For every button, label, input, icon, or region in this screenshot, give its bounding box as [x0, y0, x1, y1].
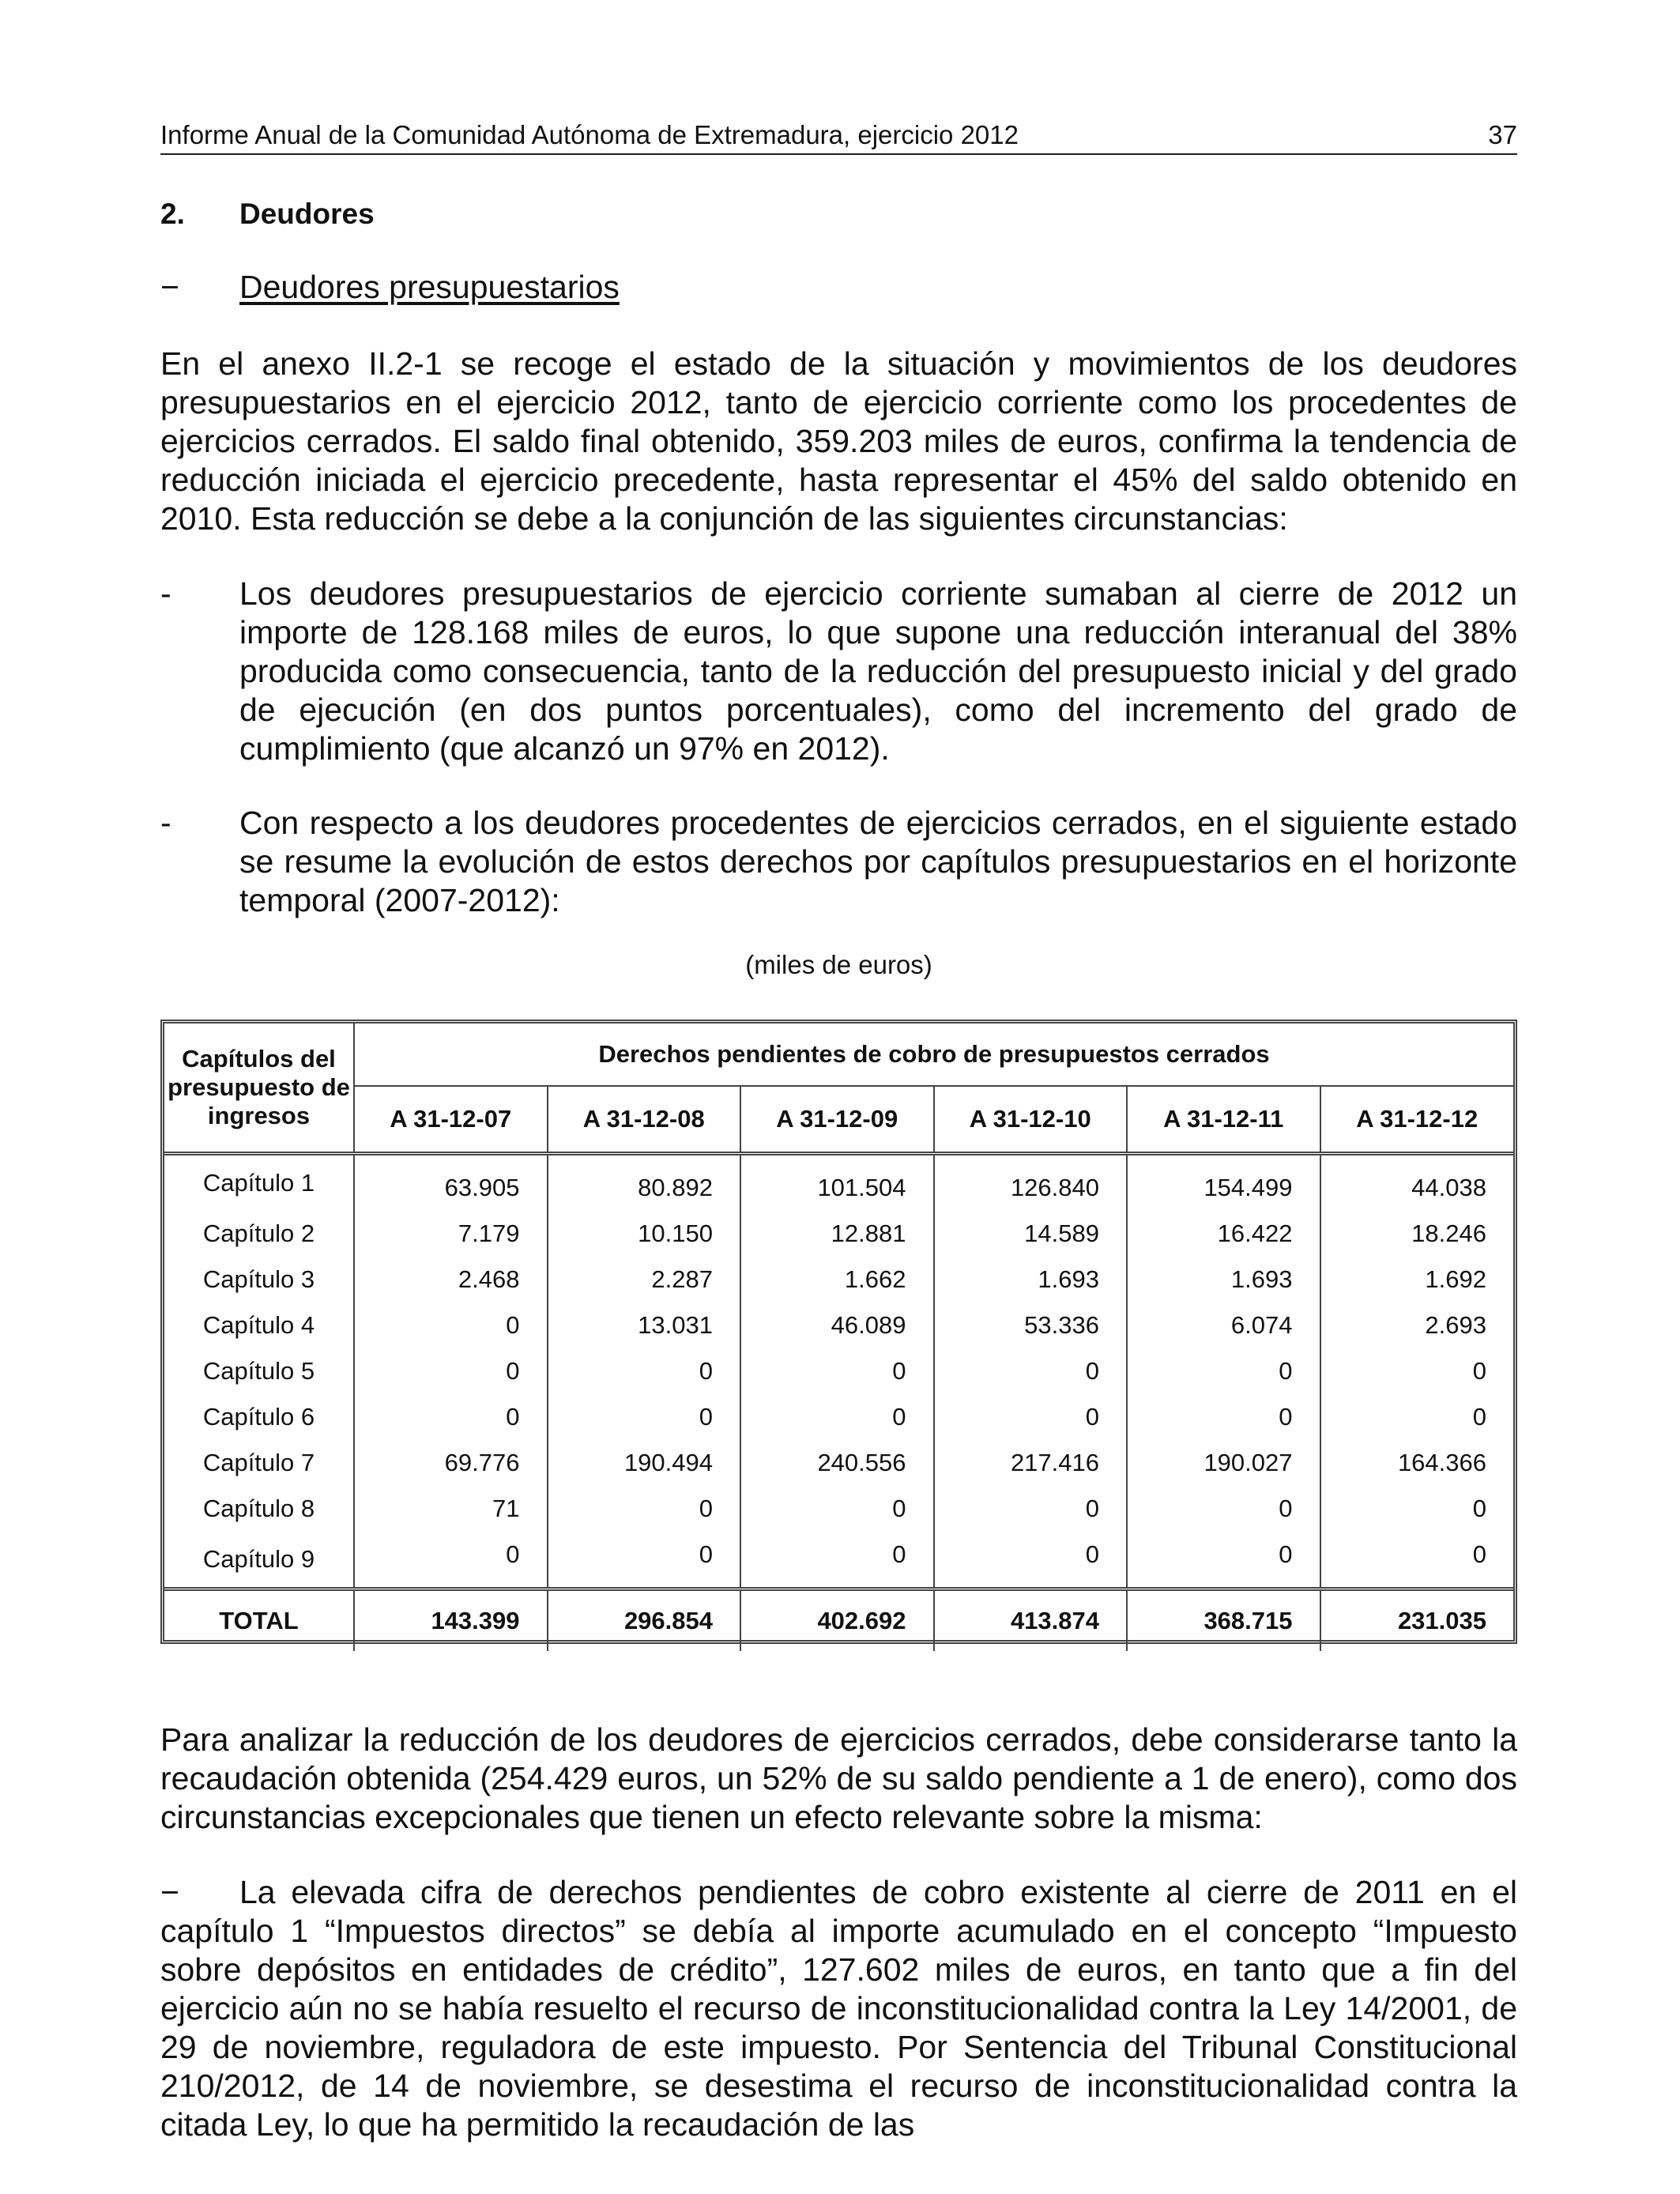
- table-units: (miles de euros): [745, 950, 932, 979]
- table-cell: 0: [1472, 1357, 1486, 1385]
- header-title: Informe Anual de la Comunidad Autónoma de Extremadura, ejercicio 2012: [160, 120, 1019, 149]
- total-row: [164, 1589, 1513, 1652]
- table-cell: 16.422: [1127, 1211, 1320, 1257]
- data-table-frame: [160, 1020, 1517, 1644]
- table-cell: 0: [934, 1394, 1128, 1440]
- table-cell: 69.776: [354, 1440, 548, 1486]
- table-cell: 0: [548, 1486, 741, 1532]
- column-header: A 31-12-12: [1320, 1086, 1514, 1154]
- table-cell: 0: [934, 1348, 1128, 1394]
- table-cell: 0: [354, 1394, 548, 1440]
- row-label: Capítulo 8: [164, 1486, 354, 1532]
- section-heading: [160, 198, 375, 231]
- table-cell: 217.416: [934, 1440, 1128, 1486]
- row-label: Capítulo 3: [164, 1257, 354, 1302]
- table-cell: 154.499: [1127, 1154, 1320, 1212]
- table-cell: 10.150: [548, 1211, 741, 1257]
- table-cell: 1.662: [740, 1257, 934, 1302]
- table-cell: 1.692: [1425, 1265, 1486, 1293]
- table-cell: 164.366: [1397, 1449, 1486, 1476]
- table-cell: 0: [1127, 1486, 1320, 1532]
- table-row: [164, 1211, 1513, 1257]
- subsection-title: Deudores presupuestarios: [239, 269, 620, 305]
- column-header: A 31-12-10: [934, 1086, 1128, 1154]
- total-cell: 296.854: [548, 1589, 741, 1652]
- table-cell: 0: [354, 1532, 548, 1589]
- table-cell: 0: [740, 1394, 934, 1440]
- bullet-text: Los deudores presupuestarios de ejercicio corriente sumaban al cierre de 2012 un importe de 128.168 miles de euros, lo que supone una reducción interanual del 38% producida como consecuencia, tanto de la reducción del presupuesto inicial y del grado de ejecución (en dos puntos porcentuales), como del incremento del grado de cumplimiento (que alcanzó un 97% en 2012).: [239, 575, 1517, 767]
- section-number: 2.: [160, 198, 185, 230]
- table-row: [164, 1257, 1513, 1302]
- table-cell: 18.246: [1411, 1220, 1486, 1247]
- total-cell: 413.874: [934, 1589, 1128, 1652]
- row-label: Capítulo 5: [164, 1348, 354, 1394]
- bullet-mark: -: [160, 575, 171, 612]
- receivables-table: [164, 1023, 1513, 1651]
- row-label: Capítulo 1: [164, 1154, 354, 1212]
- table-cell: 1.693: [934, 1257, 1128, 1302]
- table-cell: 6.074: [1127, 1302, 1320, 1348]
- table-cell: 190.027: [1127, 1440, 1320, 1486]
- row-label: Capítulo 4: [164, 1302, 354, 1348]
- total-cell: 402.692: [740, 1589, 934, 1652]
- row-label: Capítulo 2: [164, 1211, 354, 1257]
- table-cell: 0: [354, 1302, 548, 1348]
- table-cell: 101.504: [740, 1154, 934, 1212]
- table-cell: 126.840: [934, 1154, 1128, 1212]
- table-row: [164, 1348, 1513, 1394]
- row-label: Capítulo 7: [164, 1440, 354, 1486]
- table-cell: 0: [1127, 1394, 1320, 1440]
- table-cell: 46.089: [740, 1302, 934, 1348]
- table-cell: 0: [354, 1348, 548, 1394]
- table-row: [164, 1154, 1513, 1212]
- table-cell: 0: [548, 1348, 741, 1394]
- column-header: A 31-12-07: [354, 1086, 548, 1154]
- table-cell: 0: [548, 1532, 741, 1589]
- table-cell: 0: [934, 1486, 1128, 1532]
- table-cell: 80.892: [548, 1154, 741, 1212]
- table-cell: 0: [1472, 1540, 1486, 1568]
- column-header: A 31-12-09: [740, 1086, 934, 1154]
- table-row: [164, 1440, 1513, 1486]
- table-cell: 44.038: [1411, 1174, 1486, 1201]
- table-cell: 63.905: [354, 1154, 548, 1212]
- running-header: [160, 117, 1517, 155]
- table-row: [164, 1394, 1513, 1440]
- row-label: Capítulo 6: [164, 1394, 354, 1440]
- table-cell: 0: [1127, 1532, 1320, 1589]
- intro-paragraph: En el anexo II.2-1 se recoge el estado de la situación y movimientos de los deudores presupuestarios en el ejercicio 2012, tanto de ejercicio corriente como los procedentes de ejercicios cerrados. El saldo final obtenido, 359.203 miles de euros, confirma la tendencia de reducción iniciada el ejercicio precedente, hasta representar el 45% del saldo obtenido en 2010. Esta reducción se debe a la conjunción de las siguientes circunstancias:: [160, 345, 1517, 537]
- total-label: TOTAL: [164, 1589, 354, 1652]
- table-cell: 0: [740, 1348, 934, 1394]
- table-cell: 0: [1472, 1403, 1486, 1431]
- page-number: 37: [1488, 120, 1517, 149]
- column-header: A 31-12-08: [548, 1086, 741, 1154]
- table-cell: 0: [740, 1486, 934, 1532]
- table-cell: 2.468: [354, 1257, 548, 1302]
- table-cell: 0: [548, 1394, 741, 1440]
- table-cell: 2.693: [1425, 1311, 1486, 1339]
- table-cell: 71: [354, 1486, 548, 1532]
- table-row: [164, 1302, 1513, 1348]
- table-cell: 190.494: [548, 1440, 741, 1486]
- column-header: A 31-12-11: [1127, 1086, 1320, 1154]
- bullet-mark: -: [160, 805, 171, 841]
- table-cell: 0: [740, 1532, 934, 1589]
- table-cell: 0: [934, 1532, 1128, 1589]
- bullet-text: Con respecto a los deudores procedentes de ejercicios cerrados, en el siguiente estado se resume la evolución de estos derechos por capítulos presupuestarios en el horizonte temporal (2007-2012):: [239, 805, 1517, 918]
- table-cell: 53.336: [934, 1302, 1128, 1348]
- table-cell: 14.589: [934, 1211, 1128, 1257]
- table-cell: 12.881: [740, 1211, 934, 1257]
- table-cell: 7.179: [354, 1211, 548, 1257]
- table-cell: 0: [1472, 1495, 1486, 1522]
- table-cell: 2.287: [548, 1257, 741, 1302]
- section-title: Deudores: [239, 198, 375, 230]
- subsection-dash: −: [160, 269, 179, 305]
- total-cell: 368.715: [1127, 1589, 1320, 1652]
- total-cell: 231.035: [1320, 1589, 1514, 1652]
- final-item-text: La elevada cifra de derechos pendientes de cobro existente al cierre de 2011 en el capítulo 1 “Impuestos directos” se debía al importe acumulado en el concepto “Impuesto sobre depósitos en entidades de crédito”, 127.602 miles de euros, en tanto que a fin del ejercicio aún no se había resuelto el recurso de inconstitucionalidad contra la Ley 14/2001, de 29 de noviembre, reguladora de este impuesto. Por Sentencia del Tribunal Constitucional 210/2012, de 14 de noviembre, se desestima el recurso de inconstitucionalidad contra la citada Ley, lo que ha permitido la recaudación de las: [160, 1874, 1517, 2143]
- row-header: Capítulos del presupuesto de ingresos: [164, 1023, 354, 1154]
- final-item-mark: −: [160, 1874, 179, 1910]
- table-row: [164, 1532, 1513, 1589]
- table-cell: 13.031: [548, 1302, 741, 1348]
- table-cell: 0: [1127, 1348, 1320, 1394]
- row-label: Capítulo 9: [164, 1532, 354, 1589]
- subsection-heading: [160, 269, 620, 306]
- group-header: Derechos pendientes de cobro de presupuestos cerrados: [354, 1023, 1513, 1086]
- total-cell: 143.399: [354, 1589, 548, 1652]
- table-cell: 240.556: [740, 1440, 934, 1486]
- table-cell: 1.693: [1127, 1257, 1320, 1302]
- table-row: [164, 1486, 1513, 1532]
- analysis-paragraph: Para analizar la reducción de los deudores de ejercicios cerrados, debe considerarse tanto la recaudación obtenida (254.429 euros, un 52% de su saldo pendiente a 1 de enero), como dos circunstancias excepcionales que tienen un efecto relevante sobre la misma:: [160, 1721, 1517, 1835]
